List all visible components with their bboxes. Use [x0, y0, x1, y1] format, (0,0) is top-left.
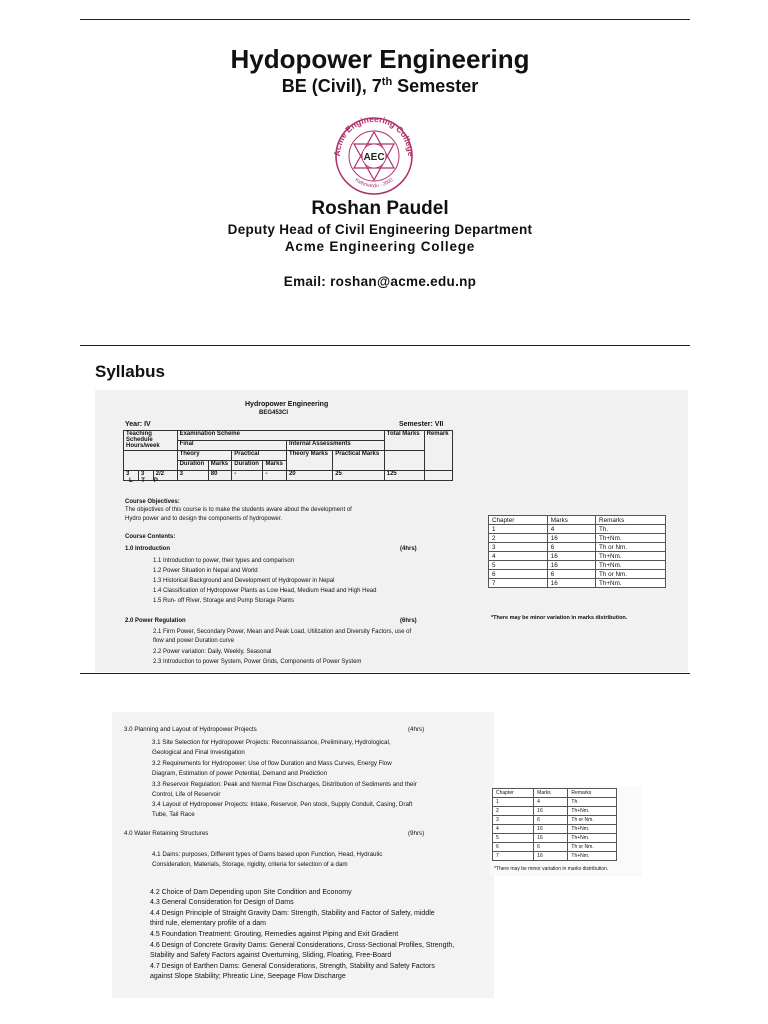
syllabus-scan-image-2: [112, 712, 494, 998]
scan-ch4-item: against Slope Stability; Phreatic Line, Seepage Flow Discharge: [150, 973, 346, 980]
scan-doc-code: BEG453CI: [259, 410, 289, 416]
marks-table-header: Chapter Marks Remarks: [493, 789, 617, 798]
scan-objectives-head: Course Objectives:: [125, 499, 180, 505]
scan-ch1-item: 1.2 Power Situation in Nepal and World: [153, 568, 258, 574]
svg-text:Kathmandu - 2000: Kathmandu - 2000: [353, 177, 395, 190]
scan-ch3-hours: (4hrs): [408, 726, 425, 733]
cell-total: Total Marks: [384, 431, 424, 451]
table-row: 2 16 Th+Nm.: [489, 534, 666, 543]
table-row: 1 4 Th.: [489, 525, 666, 534]
slide1-bottom-rule: [80, 345, 690, 346]
marks-distribution-image-2: [490, 786, 642, 876]
scan-ch3-item: Geological and Final Investigation: [152, 749, 245, 756]
slide2-bottom-rule: [80, 673, 690, 674]
cell-internal: Internal Assessments: [286, 441, 384, 451]
syllabus-heading: Syllabus: [95, 362, 165, 381]
cell-theory-marks: Theory Marks: [286, 451, 332, 471]
scan-ch1-item: 1.3 Historical Background and Development of Hydropower in Nepal: [153, 578, 335, 584]
scan-contents-head: Course Contents:: [125, 534, 176, 540]
marks-distribution-table-2: [492, 788, 617, 861]
cell-marks: Marks: [208, 461, 231, 471]
cell-total-val: 125: [384, 471, 424, 481]
scan-ch4-item: 4.5 Foundation Treatment: Grouting, Remedies against Piping and Exit Gradient: [150, 931, 399, 938]
cell-practical: Practical: [232, 451, 287, 461]
cell-theory: Theory: [177, 451, 232, 461]
cell-remark: Remark: [424, 431, 452, 471]
scan-ch4-item: third rule, elementary profile of a dam: [150, 920, 266, 927]
scan-ch3-item: 3.2 Requirements for Hydropower: Use of flow Duration and Mass Curves, Energy Flow: [152, 760, 392, 767]
table-row: 7 16 Th+Nm.: [493, 852, 617, 861]
cell-p: 2/2: [153, 471, 177, 481]
cell-marks-2: Marks: [263, 461, 286, 471]
author-name: Roshan Paudel: [311, 198, 449, 219]
cell-duration-val: 3: [177, 471, 208, 481]
scan-ch3-title: 3.0 Planning and Layout of Hydropower Projects: [124, 726, 257, 733]
scan-ch4-item: 4.2 Choice of Dam Depending upon Site Condition and Economy: [150, 889, 352, 896]
cell-duration-2: Duration: [232, 461, 263, 471]
table-row: 3 6 Th or Nm.: [489, 543, 666, 552]
svg-text:Acme Engineering College: Acme Engineering College: [331, 113, 417, 157]
scan-ch4-item: 4.4 Design Principle of Straight Gravity Dam: Strength, Stability and Factor of Safety, middle: [150, 910, 435, 917]
scan-doc-semester: Semester: VII: [399, 421, 444, 428]
scan-ch2-item: 2.2 Power variation: Daily, Weekly, Seasonal: [153, 649, 272, 655]
scan-ch2-hours: (6hrs): [400, 618, 417, 624]
cell-theory-marks-val: 20: [286, 471, 332, 481]
table-row: 7 16 Th+Nm.: [489, 579, 666, 588]
scan-ch3-item: 3.3 Reservoir Regulation: Peak and Normal Flow Discharges, Distribution of Sediments and their: [152, 781, 417, 788]
college-logo: [328, 112, 420, 196]
marks-note-2: *There may be minor variation in marks distribution.: [494, 866, 609, 872]
table-row: 6 6 Th or Nm.: [489, 570, 666, 579]
table-row: 1 4 Th.: [493, 798, 617, 807]
scan-ch3-item: Tube, Tail Race: [152, 811, 195, 818]
scan-ch1-hours: (4hrs): [400, 546, 417, 552]
cell-marks-val: 80: [208, 471, 231, 481]
cell-exam: Examination Scheme: [177, 431, 384, 441]
table-row: 5 16 Th+Nm.: [493, 834, 617, 843]
marks-note: *There may be minor variation in marks distribution.: [491, 615, 628, 621]
scan-ch2-item: 2.3 Introduction to power System, Power Grids, Components of Power System: [153, 659, 362, 665]
scan-ch4-item: 4.1 Dams: purposes, Different types of Dams based upon Function, Head, Hydraulic: [152, 851, 383, 858]
scan-ch4-item: 4.3 General Consideration for Design of Dams: [150, 899, 294, 906]
author-email: Email: roshan@acme.edu.np: [283, 274, 477, 289]
scan-objectives-line2: Hydro power and to design the components of hydropower.: [125, 516, 283, 522]
table-row: 3 6 Th or Nm.: [493, 816, 617, 825]
table-row: 2 16 Th+Nm.: [493, 807, 617, 816]
scan-ch2-item: 2.1 Firm Power, Secondary Power, Mean and Peak Load, Utilization and Diversity Factors, use of: [153, 629, 412, 635]
scan-scheme-table: [123, 430, 453, 481]
document-title: Hydopower Engineering: [230, 44, 530, 74]
cell-final: Final: [177, 441, 286, 451]
scan-ch1-item: 1.4 Classification of Hydropower Plants as Low Head, Medium Head and High Head: [153, 588, 377, 594]
scan-ch4-item: 4.6 Design of Concrete Gravity Dams: General Considerations, Cross-Sectional Profiles, Strength,: [150, 942, 455, 949]
scan-objectives-line1: The objectives of this course is to make the students aware about the development of: [125, 507, 352, 513]
scan-ch2-title: 2.0 Power Regulation: [125, 618, 186, 624]
scan-ch1-item: 1.5 Run- off River, Storage and Pump Storage Plants: [153, 598, 294, 604]
scan-ch1-title: 1.0 Introduction: [125, 546, 170, 552]
scan-ch2-item: flow and power Duration curve: [153, 638, 235, 644]
cell-practical-marks-val: 25: [333, 471, 385, 481]
slide1-top-rule: [80, 19, 690, 20]
scan-doc-year: Year: IV: [125, 421, 151, 428]
cell-t: 3: [138, 471, 153, 481]
table-row: 4 16 Th+Nm.: [493, 825, 617, 834]
college-name: Acme Engineering College: [284, 239, 476, 254]
marks-distribution-table: [488, 515, 666, 588]
cell-practical-marks: Practical Marks: [333, 451, 385, 471]
scan-ch4-item: Stability and Safety Factors against Overturning, Sliding, Floating, Free-Board: [150, 952, 392, 959]
cell-prac-marks-val: -: [263, 471, 286, 481]
scan-doc-title: Hydropower Engineering: [245, 401, 329, 408]
scan-ch4-item: 4.7 Design of Earthen Dams: General Considerations, Strength, Stability and Safety Factors: [150, 963, 435, 970]
course-subtitle: BE (Civil), 7th Semester: [281, 76, 479, 96]
scan-ch3-item: Control, Life of Reservoir: [152, 791, 221, 798]
cell-duration: Duration: [177, 461, 208, 471]
table-row: 4 16 Th+Nm.: [489, 552, 666, 561]
scan-ch1-item: 1.1 Introduction to power, their types and comparison: [153, 558, 295, 564]
svg-text:AEC: AEC: [363, 152, 385, 163]
scan-ch3-item: Diagram, Estimation of power Potential, Demand and Prediction: [152, 770, 328, 777]
scan-ch4-hours: (9hrs): [408, 830, 425, 837]
syllabus-scan-image: [95, 390, 688, 672]
table-row: 5 16 Th+Nm.: [489, 561, 666, 570]
cell-prac-duration-val: -: [232, 471, 263, 481]
scan-ch4-item: Consideration, Materials, Storage, rigidity, criteria for selection of a dam: [152, 861, 348, 868]
scan-ch3-item: 3.1 Site Selection for Hydropower Projects: Reconnaissance, Preliminary, Hydrological,: [152, 739, 391, 746]
cell-l: 3: [124, 471, 139, 481]
scan-ch4-title: 4.0 Water Retaining Structures: [124, 830, 209, 837]
scan-ch3-item: 3.4 Layout of Hydropower Projects: Intake, Reservoir, Pen stock, Supply Conduit, Casing, Draft: [152, 801, 413, 808]
cell-teaching: Teaching Schedule Hours/week: [124, 431, 178, 451]
author-role: Deputy Head of Civil Engineering Department: [227, 222, 533, 237]
table-row: 6 6 Th or Nm.: [493, 843, 617, 852]
scan-lpt-labels: LTP: [129, 478, 167, 484]
marks-table-header: Chapter Marks Remarks: [489, 516, 666, 525]
